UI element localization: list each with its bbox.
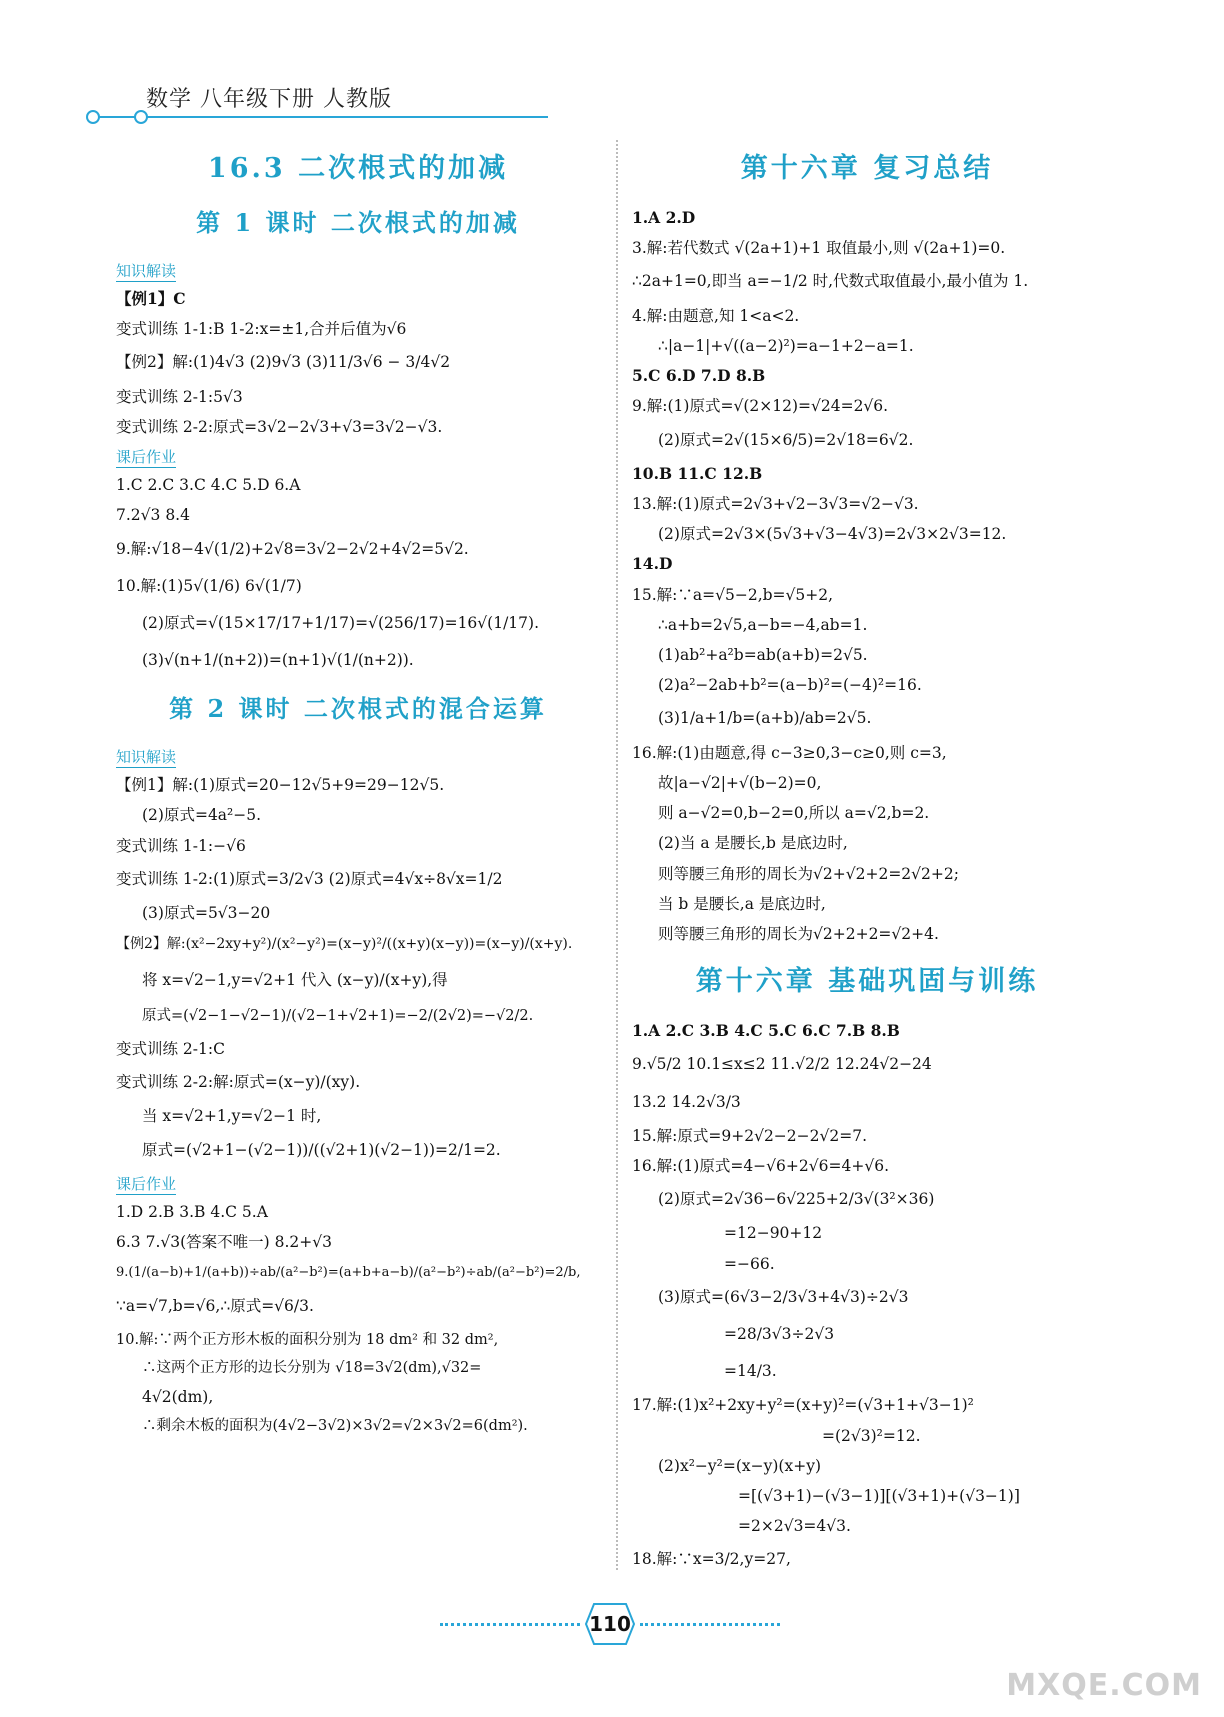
answer-line: 则等腰三角形的周长为√2+2+2=√2+4. [658,924,939,943]
answer-line: (3)1/a+1/b=(a+b)/ab=2√5. [658,709,872,728]
answer-line: 9.解:(1)原式=√(2×12)=√24=2√6. [632,397,889,416]
answer-line: 1.D 2.B 3.B 4.C 5.A [116,1202,268,1221]
answer-line: 13.解:(1)原式=2√3+√2−3√3=√2−√3. [632,494,919,513]
header-dot-left [86,110,100,124]
answer-line: 则等腰三角形的周长为√2+√2+2=2√2+2; [658,864,959,883]
footer-rule-right [640,1623,780,1626]
answer-line: (3)原式=(6√3−2/3√3+4√3)÷2√3 [658,1287,909,1306]
header-title: 数学 八年级下册 人教版 [146,87,392,112]
answer-line: (2)原式=2√3×(5√3+√3−4√3)=2√3×2√3=12. [658,525,1007,544]
answer-line: ∵a=√7,b=√6,∴原式=√6/3. [116,1297,314,1316]
lesson2-title: 第 2 课时 二次根式的混合运算 [169,694,547,724]
lesson2-tag-homework: 课后作业 [116,1174,177,1193]
answer-line: 变式训练 1-2:(1)原式=3/2√3 (2)原式=4√x÷8√x=1/2 [116,869,503,888]
answer-line: 变式训练 1-1:−√6 [116,836,246,855]
answer-line: =2×2√3=4√3. [738,1517,851,1536]
answer-line: =[(√3+1)−(√3−1)][(√3+1)+(√3−1)] [738,1487,1020,1506]
answer-line: 则 a−√2=0,b−2=0,所以 a=√2,b=2. [658,804,930,823]
answer-line: 【例2】解:(x²−2xy+y²)/(x²−y²)=(x−y)²/((x+y)(x−y))=(x−y)/(x+y). [116,936,573,953]
answer-line: (1)ab²+a²b=ab(a+b)=2√5. [658,646,868,664]
answer-line: ∴剩余木板的面积为(4√2−3√2)×3√2=√2×3√2=6(dm²). [142,1418,528,1435]
review-title: 第十六章 复习总结 [740,153,994,184]
answer-line: (2)原式=2√(15×6/5)=2√18=6√2. [658,430,914,449]
answer-line: 7.2√3 8.4 [116,506,190,525]
answer-line: 1.C 2.C 3.C 4.C 5.D 6.A [116,476,301,495]
answer-line: 原式=(√2+1−(√2−1))/((√2+1)(√2−1))=2/1=2. [142,1140,501,1159]
answer-line: 原式=(√2−1−√2−1)/(√2−1+√2+1)=−2/(2√2)=−√2/2. [142,1008,534,1025]
answer-line: 9.解:√18−4√(1/2)+2√8=3√2−2√2+4√2=5√2. [116,539,469,558]
answer-line: =28/3√3÷2√3 [724,1325,835,1343]
answer-line: 将 x=√2−1,y=√2+1 代入 (x−y)/(x+y),得 [142,970,448,989]
answer-line: 3.解:若代数式 √(2a+1)+1 取值最小,则 √(2a+1)=0. [632,239,1006,258]
answer-line: 10.B 11.C 12.B [632,463,763,483]
answer-line: =−66. [724,1254,775,1273]
answer-line: (2)a²−2ab+b²=(a−b)²=(−4)²=16. [658,676,922,695]
lesson1-tag-knowledge: 知识解读 [116,262,177,280]
answer-line: ∴a+b=2√5,a−b=−4,ab=1. [658,615,868,634]
lesson1-title: 第 1 课时 二次根式的加减 [196,208,520,237]
answer-line: 当 b 是腰长,a 是底边时, [658,894,826,913]
answer-line: 10.解:(1)5√(1/6) 6√(1/7) [116,576,302,595]
answer-line: 【例1】解:(1)原式=20−12√5+9=29−12√5. [116,776,445,795]
answer-line: 变式训练 2-2:原式=3√2−2√3+√3=3√2−√3. [116,417,443,436]
answer-line: ∴|a−1|+√((a−2)²)=a−1+2−a=1. [658,336,914,355]
footer-rule-left [440,1623,580,1626]
right-column [632,140,1102,1579]
answer-line: 15.解:原式=9+2√2−2−2√2=7. [632,1126,868,1145]
answer-line: (3)√(n+1/(n+2))=(n+1)√(1/(n+2)). [142,651,414,670]
answer-line: 当 x=√2+1,y=√2−1 时, [142,1107,322,1126]
answer-line: 17.解:(1)x²+2xy+y²=(x+y)²=(√3+1+√3−1)² [632,1396,974,1415]
answer-line: 14.D [632,554,673,574]
answer-line: (2)当 a 是腰长,b 是底边时, [658,834,848,853]
answer-line: 15.解:∵a=√5−2,b=√5+2, [632,585,834,604]
answer-line: 10.解:∵两个正方形木板的面积分别为 18 dm² 和 32 dm², [116,1331,499,1348]
answer-line: 变式训练 2-1:C [116,1039,225,1058]
watermark: MXQE.COM [1006,1668,1202,1703]
basic-title: 第十六章 基础巩固与训练 [695,966,1039,998]
lesson1-tag-homework: 课后作业 [116,448,177,467]
answer-line: 5.C 6.D 7.D 8.B [632,366,766,386]
answer-line: 4√2(dm), [142,1388,214,1407]
answer-line: 变式训练 1-1:B 1-2:x=±1,合并后值为√6 [116,320,407,339]
answer-line: 6.3 7.√3(答案不唯一) 8.2+√3 [116,1232,333,1251]
answer-line: =14/3. [724,1362,777,1381]
answer-line: (2)x²−y²=(x−y)(x+y) [658,1456,822,1475]
page-number: 110 [589,1612,631,1636]
answer-line: 1.A 2.C 3.B 4.C 5.C 6.C 7.B 8.B [632,1021,900,1041]
answer-line: 16.解:(1)由题意,得 c−3≥0,3−c≥0,则 c=3, [632,743,947,762]
answer-line: (2)原式=√(15×17/17+1/17)=√(256/17)=16√(1/17). [142,613,539,632]
answer-line: ∴这两个正方形的边长分别为 √18=3√2(dm),√32= [142,1359,482,1376]
answer-line: 13.2 14.2√3/3 [632,1092,741,1111]
answer-line: 1.A 2.D [632,208,696,227]
answer-line: 变式训练 2-1:5√3 [116,387,243,406]
answer-line: (3)原式=5√3−20 [142,904,271,923]
answer-line: 16.解:(1)原式=4−√6+2√6=4+√6. [632,1156,889,1175]
answer-line: 【例2】解:(1)4√3 (2)9√3 (3)11/3√6 − 3/4√2 [116,353,451,372]
answer-line: ∴2a+1=0,即当 a=−1/2 时,代数式取值最小,最小值为 1. [632,272,1029,291]
answer-line: (2)原式=4a²−5. [142,806,262,825]
answer-line: 9.√5/2 10.1≤x≤2 11.√2/2 12.24√2−24 [632,1055,932,1074]
section-title: 16.3 二次根式的加减 [207,153,509,184]
answer-line: 18.解:∵x=3/2,y=27, [632,1550,791,1569]
answer-line: 9.(1/(a−b)+1/(a+b))÷ab/(a²−b²)=(a+b+a−b)/(a²−b²)÷ab/(a²−b²)=2/b, [116,1265,581,1281]
lesson2-tag-knowledge: 知识解读 [116,748,177,767]
answer-line: =(2√3)²=12. [822,1426,921,1445]
answer-line: 故|a−√2|+√(b−2)=0, [658,773,822,792]
header-rule [96,116,548,118]
answer-line: =12−90+12 [724,1224,823,1243]
answer-line: 变式训练 2-2:解:原式=(x−y)/(xy). [116,1073,361,1092]
left-column [116,140,600,1441]
answer-line: 4.解:由题意,知 1<a<2. [632,306,800,325]
answer-line: 【例1】C [116,289,186,308]
header-dot-right [134,110,148,124]
answer-line: (2)原式=2√36−6√225+2/3√(3²×36) [658,1190,935,1209]
column-divider [616,140,618,1570]
